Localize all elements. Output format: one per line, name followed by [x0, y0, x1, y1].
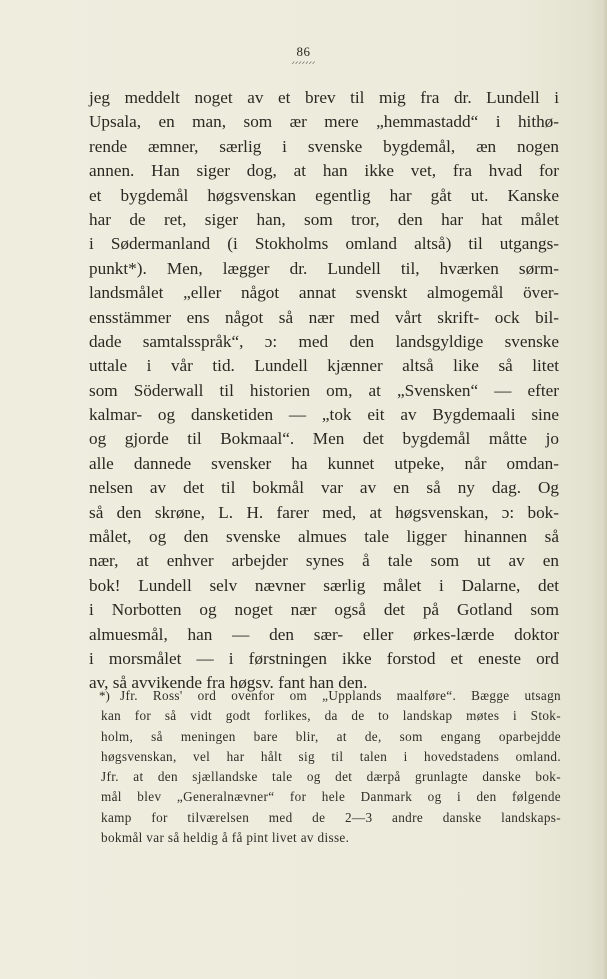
body-line: ensstämmer ens något så nær med vårt skrift- ock bil- — [89, 307, 559, 327]
page-number: 86 — [296, 44, 311, 59]
body-line: almuesmål, han — den sær- eller ørkes-lærde doktor — [89, 624, 559, 644]
body-line: landsmålet „eller något annat svenskt almogemål över- — [89, 283, 559, 303]
body-line: nær, at enhver arbejder synes å tale som ut av en — [89, 551, 559, 571]
footnote-line: høgsvenskan, vel har hålt sig til talen i hovedstadens omland. — [101, 748, 561, 764]
body-line: kalmar- og dansketiden — „tok eit av Bygdemaali sine — [89, 405, 559, 425]
body-line: av, så avvikende fra høgsv. fant han den. — [89, 673, 368, 693]
body-line: jeg meddelt noget av et brev til mig fra dr. Lundell i — [89, 88, 559, 107]
footnote-line: Jfr. Ross' ord ovenfor om „Upplands maalføre“. Bægge utsagn — [120, 688, 561, 703]
footnote-line: kamp for tilværelsen med de 2—3 andre danske landskaps- — [101, 809, 561, 825]
body-line: i morsmålet — i førstningen ikke forstod et eneste ord — [89, 648, 559, 668]
page-edge — [601, 0, 607, 979]
footnote-line: holm, så meningen bare blir, at de, som engang oparbejdde — [101, 728, 561, 744]
body-line: nelsen av det til bokmål var av en så ny dag. Og — [89, 478, 559, 498]
body-line: som Söderwall til historien om, at „Svensken“ — efter — [89, 380, 559, 400]
body-line: punkt*). Men, lægger dr. Lundell til, hværken sørm- — [89, 258, 559, 278]
body-line: alle dannede svensker ha kunnet utpeke, når omdan- — [89, 453, 559, 473]
body-line: dade samtalsspråk“, ɔ: med den landsgyldige svenske — [89, 331, 559, 351]
body-line: målet, og den svenske almues tale ligger hinannen så — [89, 527, 559, 547]
body-line: annen. Han siger dog, at han ikke vet, fra hvad for — [89, 161, 559, 181]
body-line: rende æmner, særlig i svenske bygdemål, æn nogen — [89, 136, 559, 156]
footnote-marker: *) — [99, 688, 110, 703]
footnote-line: kan for så vidt godt forlikes, da de to landskap møtes i Stok- — [101, 708, 561, 724]
body-line: og gjorde til Bokmaal“. Men det bygdemål måtte jo — [89, 429, 559, 449]
body-line: i Sødermanland (i Stokholms omland altså) til utgangs- — [89, 234, 559, 254]
body-line: et bygdemål høgsvenskan egentlig har gåt ut. Kanske — [89, 185, 559, 205]
footnote-line: Jfr. at den sjællandske tale og det dærpå grunlagte danske bok- — [101, 769, 561, 785]
body-line: så den skrøne, L. H. farer med, at høgsvenskan, ɔ: bok- — [89, 502, 559, 522]
body-text — [89, 86, 559, 696]
footnote-line: mål blev „Generalnævner“ for hele Danmark og i den følgende — [101, 789, 561, 805]
footnote — [101, 686, 561, 848]
body-line: har de ret, siger han, som tror, den har hat målet — [89, 209, 559, 229]
body-line: uttale i vår tid. Lundell kjænner altså like så litet — [89, 356, 559, 376]
body-line: Upsala, en man, som ær mere „hemmastadd“ i hithø- — [89, 112, 559, 132]
footnote-line: bokmål var så heldig å få pint livet av disse. — [101, 830, 350, 846]
body-line: bok! Lundell selv nævner særlig målet i Dalarne, det — [89, 575, 559, 595]
page-ornament: ᐟᐟᐟᐟᐟᐟᐟ — [291, 60, 316, 69]
body-line: i Norbotten og noget nær også det på Gotland som — [89, 600, 559, 620]
